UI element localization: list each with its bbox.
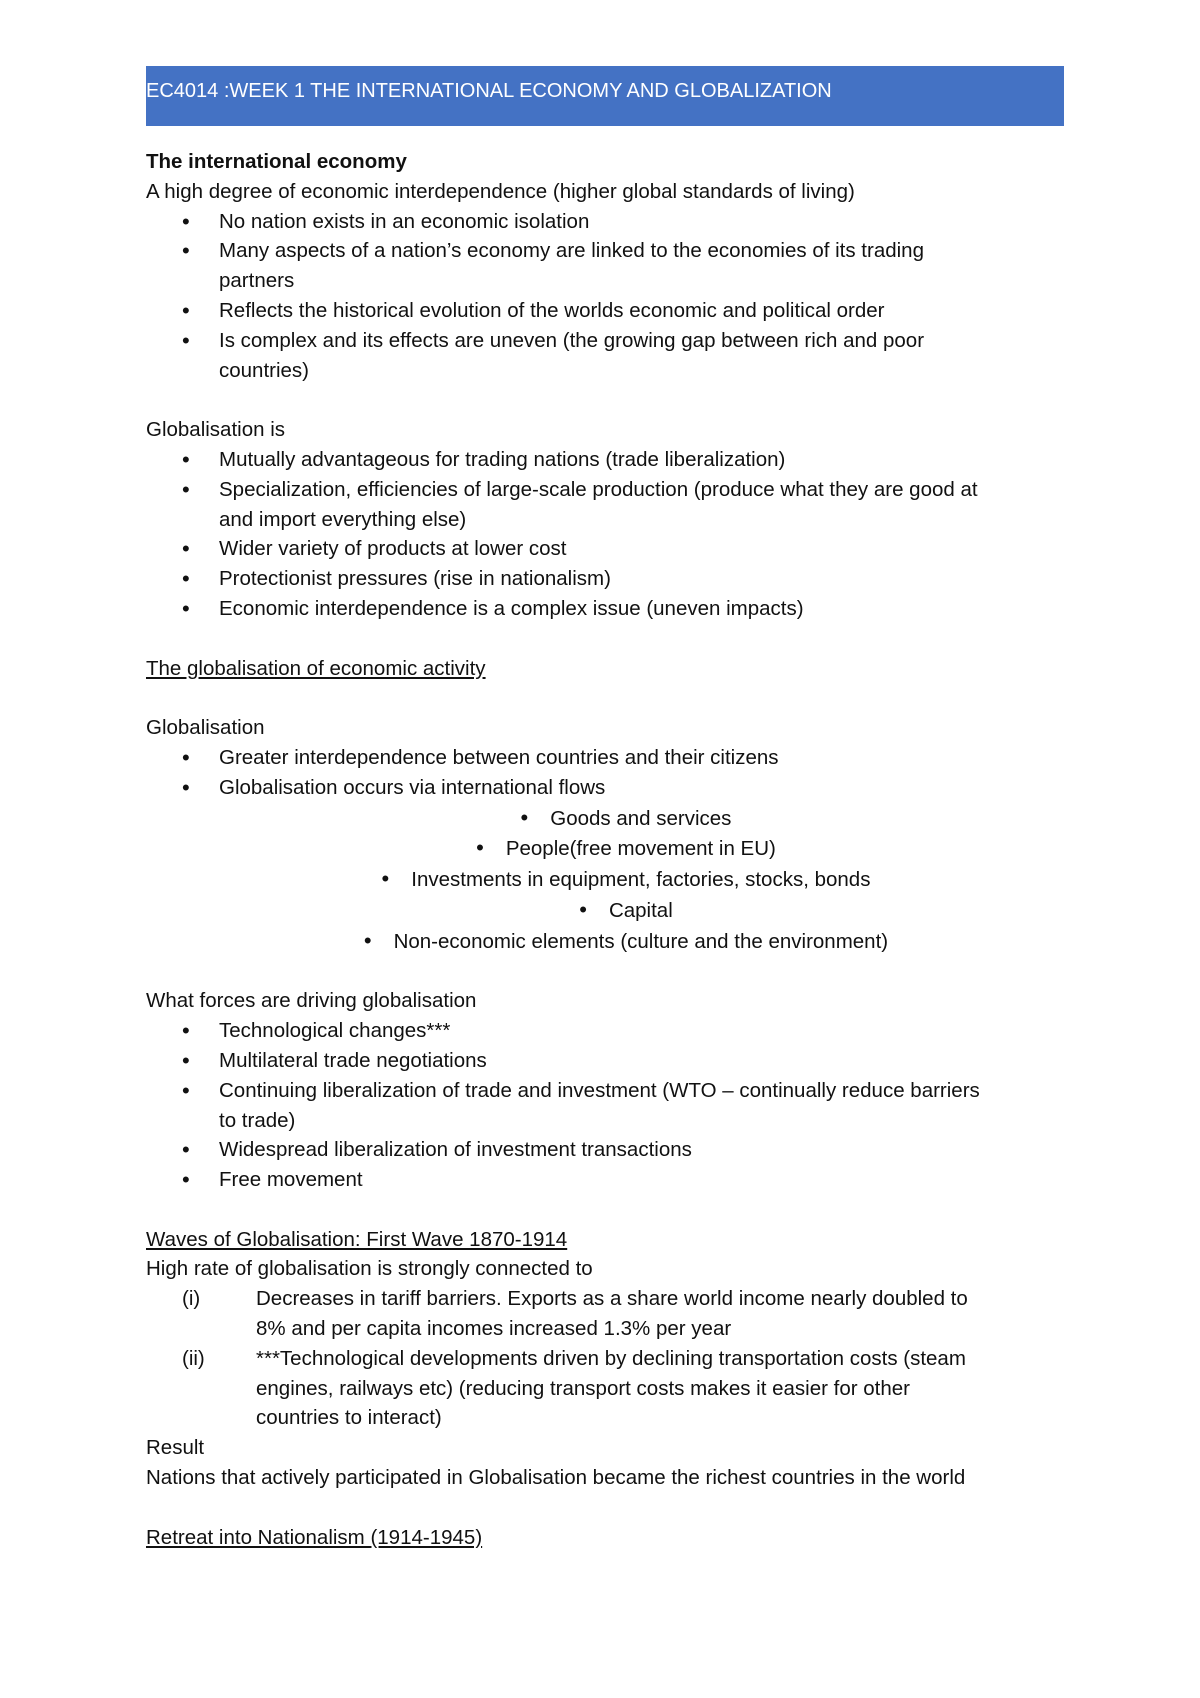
list-item: • Specialization, efficiencies of large-scale production (produce what they are good at: [146, 475, 1086, 505]
list-item: • Continuing liberalization of trade and investment (WTO – continually reduce barriers: [146, 1076, 1086, 1106]
list-item: • Many aspects of a nation’s economy are linked to the economies of its trading: [146, 236, 1086, 266]
list-item-continuation: and import everything else): [219, 507, 467, 531]
list-item: • Free movement: [146, 1165, 1086, 1195]
list-item: • Globalisation occurs via international flows: [146, 773, 1086, 803]
section-heading-international-economy: The international economy: [146, 150, 407, 173]
list-item: • No nation exists in an economic isolation: [146, 207, 1086, 237]
sub-list-item: • People(free movement in EU): [476, 835, 776, 861]
result-label: Result: [146, 1436, 205, 1460]
list-item: (ii) ***Technological developments driven by declining transportation costs (steam: [146, 1344, 1086, 1374]
list-item: • Widespread liberalization of investment transactions: [146, 1135, 1086, 1165]
bullet-list: [146, 1016, 1086, 1195]
numbered-list: [146, 1284, 1086, 1433]
list-item-continuation: countries): [219, 358, 310, 382]
list-item: • Technological changes***: [146, 1016, 1086, 1046]
list-item: • Reflects the historical evolution of the worlds economic and political order: [146, 296, 1086, 326]
list-item: • Mutually advantageous for trading nations (trade liberalization): [146, 445, 1086, 475]
sub-list-item: • Non-economic elements (culture and the environment): [363, 927, 889, 953]
document-title: EC4014 :WEEK 1 THE INTERNATIONAL ECONOMY AND GLOBALIZATION: [146, 80, 832, 102]
section-intro: Globalisation: [146, 716, 265, 740]
sub-list-item: • Goods and services: [520, 804, 732, 830]
bullet-list: [146, 207, 1086, 386]
list-number: (i): [182, 1287, 201, 1311]
list-item: (i) Decreases in tariff barriers. Exports as a share world income nearly doubled to: [146, 1284, 1086, 1314]
list-item-continuation: to trade): [219, 1108, 296, 1132]
list-item: • Economic interdependence is a complex issue (uneven impacts): [146, 594, 1086, 624]
section-intro: What forces are driving globalisation: [146, 989, 477, 1013]
bullet-list: [146, 743, 1086, 803]
sub-bullet-list: [146, 803, 1086, 957]
section-intro: Globalisation is: [146, 418, 286, 442]
bullet-list: [146, 445, 1086, 624]
list-item-continuation: engines, railways etc) (reducing transport costs makes it easier for other: [256, 1376, 910, 1400]
sub-list-item: • Capital: [579, 896, 673, 922]
section-intro: A high degree of economic interdependence (higher global standards of living): [146, 179, 855, 203]
list-number: (ii): [182, 1346, 205, 1370]
section-intro: High rate of globalisation is strongly connected to: [146, 1257, 593, 1281]
list-item: • Greater interdependence between countries and their citizens: [146, 743, 1086, 773]
section-heading-first-wave: Waves of Globalisation: First Wave 1870-1914: [146, 1227, 568, 1251]
list-item-continuation: partners: [219, 269, 295, 293]
bullet-icon: •: [520, 804, 529, 830]
document-body: [146, 147, 1086, 1552]
list-item: • Wider variety of products at lower cost: [146, 534, 1086, 564]
list-item-continuation: countries to interact): [256, 1406, 442, 1430]
sub-list-item: • Investments in equipment, factories, stocks, bonds: [381, 866, 871, 892]
list-item: • Protectionist pressures (rise in nationalism): [146, 564, 1086, 594]
list-item: • Multilateral trade negotiations: [146, 1046, 1086, 1076]
result-text: Nations that actively participated in Globalisation became the richest countries in the world: [146, 1466, 966, 1490]
bullet-icon: •: [579, 896, 587, 922]
bullet-icon: •: [476, 835, 484, 861]
section-heading-retreat-into-nationalism: Retreat into Nationalism (1914-1945): [146, 1525, 483, 1549]
bullet-icon: •: [381, 866, 390, 892]
list-item-continuation: 8% and per capita incomes increased 1.3% per year: [256, 1317, 732, 1341]
list-item: • Is complex and its effects are uneven (the growing gap between rich and poor: [146, 326, 1086, 356]
section-heading-globalisation-of-economic-activity: The globalisation of economic activity: [146, 656, 486, 680]
bullet-icon: •: [363, 927, 372, 953]
